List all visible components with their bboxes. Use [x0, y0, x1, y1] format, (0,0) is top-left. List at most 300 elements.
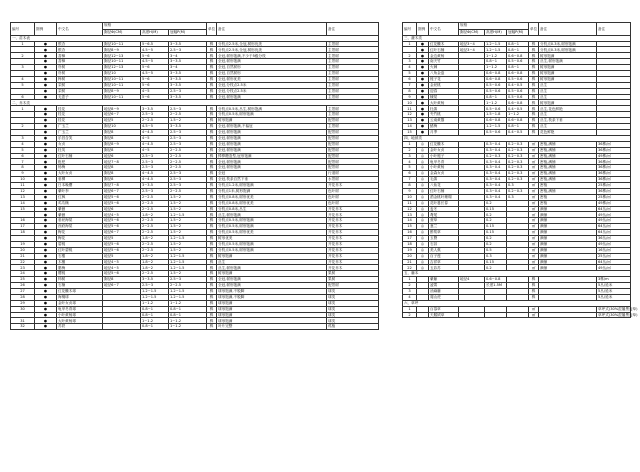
- cell-name: 大叶黄杨: [429, 100, 459, 106]
- cell-unit: ㎡: [529, 182, 539, 188]
- cell-crown: 2.5~3: [169, 88, 207, 94]
- cell-name: 麦冬: [429, 206, 459, 212]
- cell-crown: 0.5~0.6: [507, 94, 529, 100]
- plant-symbol-icon: ●: [417, 71, 429, 77]
- cell-unit: 株: [529, 112, 539, 118]
- cell-crown: 2.5~3: [169, 141, 207, 147]
- cell-height: 4~5: [141, 135, 169, 141]
- cell-name: 金叶女贞球: [57, 300, 103, 306]
- plant-symbol-icon: ●: [417, 88, 429, 94]
- cell-dbh: 胸径10~11: [103, 59, 141, 65]
- cell-height: 2~2.5: [141, 118, 169, 124]
- cell-unit: 株: [207, 324, 217, 330]
- cell-height: 0.2: [485, 212, 507, 218]
- cell-num: 2: [403, 147, 417, 153]
- cell-remarks: 果树: [327, 271, 379, 277]
- plant-symbol-icon: ●: [35, 147, 57, 153]
- cell-crown: 1.5~2: [169, 206, 207, 212]
- section-title: 二、乔木类: [11, 100, 379, 106]
- cell-notes: 分枝点0.8米,丛生: [217, 206, 327, 212]
- cell-name: 百慕草: [429, 306, 459, 312]
- cell-name: 八角金盘: [429, 71, 459, 77]
- cell-unit: 株: [529, 88, 539, 94]
- cell-height: 5~6: [141, 94, 169, 100]
- cell-num: 16: [11, 218, 35, 224]
- cell-name: 栀子花: [429, 76, 459, 82]
- cell-height: 0.6~0.8: [485, 71, 507, 77]
- cell-crown: 0.5~0.6: [507, 59, 529, 65]
- cell-notes: 满铺: [539, 212, 597, 218]
- cell-num: 2: [403, 312, 417, 318]
- cell-remarks: 36株/㎡: [597, 171, 631, 177]
- cell-unit: 株: [207, 306, 217, 312]
- cell-crown: 3~4: [169, 53, 207, 59]
- cell-height: 1.8~2: [141, 212, 169, 218]
- cell-notes: 全冠,枝条自然下垂: [217, 177, 327, 183]
- cell-unit: 株: [207, 247, 217, 253]
- plant-symbol-icon: ◎: [417, 141, 429, 147]
- cell-name: 红花檵木: [429, 41, 459, 47]
- cell-unit: 株: [207, 106, 217, 112]
- cell-name: 萱草: [429, 218, 459, 224]
- cell-unit: 株: [529, 100, 539, 106]
- cell-notes: 树形饱满: [217, 118, 327, 124]
- plant-symbol-icon: ●: [35, 159, 57, 165]
- cell-height: 0.2: [485, 235, 507, 241]
- cell-unit: 株: [529, 41, 539, 47]
- cell-remarks: 49株/㎡: [597, 153, 631, 159]
- cell-height: 4.5~5: [141, 59, 169, 65]
- plant-symbol-icon: ●: [35, 106, 57, 112]
- cell-name: 龟甲冬青: [429, 159, 459, 165]
- cell-remarks: 草坪式(30%混播黑麦草): [598, 312, 638, 317]
- cell-unit: ㎡: [529, 218, 539, 224]
- cell-height: 0.3~0.4: [485, 194, 507, 200]
- cell-crown: 1.5~2: [169, 230, 207, 236]
- cell-unit: 株: [207, 135, 217, 141]
- cell-name: 红枫: [57, 194, 103, 200]
- cell-unit: 株: [207, 76, 217, 82]
- plant-symbol-icon: ●: [35, 53, 57, 59]
- cell-unit: 株: [529, 76, 539, 82]
- cell-crown: 0.8~1: [507, 65, 529, 71]
- cell-notes: 全冠,分枝点2.5米: [217, 82, 327, 88]
- plant-symbol-icon: ●: [35, 306, 57, 312]
- plant-symbol-icon: ◎: [417, 177, 429, 183]
- cell-num: 11: [403, 200, 417, 206]
- cell-dbh: 地径5: [103, 235, 141, 241]
- cell-notes: 分枝点0.5米,树形优美: [217, 230, 327, 236]
- cell-num: 11: [11, 182, 35, 188]
- plant-symbol-icon: ●: [35, 235, 57, 241]
- header-dbh: 胸径Φ(CM): [459, 29, 485, 35]
- cell-name: 紫叶李: [57, 188, 103, 194]
- plant-symbol-icon: ●: [35, 65, 57, 71]
- cell-notes: 树形饱满: [217, 271, 327, 277]
- cell-notes: 密植,满铺: [539, 153, 597, 159]
- cell-notes: 丛生: [539, 112, 597, 118]
- cell-dbh: 地径4~5: [103, 212, 141, 218]
- cell-height: 0.8~1: [141, 306, 169, 312]
- cell-notes: 丛生: [539, 82, 597, 88]
- plant-symbol-icon: ◎: [417, 206, 429, 212]
- cell-name: 云南黄馨: [429, 118, 459, 124]
- cell-name: 夹竹桃: [429, 112, 459, 118]
- cell-crown: 1.5~2: [169, 200, 207, 206]
- cell-unit: 株: [207, 53, 217, 59]
- cell-height: 2~2.5: [141, 241, 169, 247]
- cell-notes: 树形优美: [217, 235, 327, 241]
- cell-remarks: 64丛/㎡: [597, 224, 631, 230]
- cell-crown: 3~3.5: [169, 76, 207, 82]
- cell-height: 1~1.2: [485, 53, 507, 59]
- cell-name: 鸡爪槭: [57, 200, 103, 206]
- cell-height: 1.2~1.5: [485, 47, 507, 53]
- cell-num: 3: [403, 153, 417, 159]
- cell-crown: 1.5~2: [169, 194, 207, 200]
- cell-height: 0.2~0.3: [485, 153, 507, 159]
- cell-name: 毛鹃: [429, 177, 459, 183]
- cell-notes: 全冠: [217, 171, 327, 177]
- cell-num: 1: [403, 306, 417, 312]
- cell-remarks: 主景树: [327, 94, 379, 100]
- cell-notes: 全冠,树形优美: [217, 76, 327, 82]
- cell-unit: ㎡: [529, 230, 539, 236]
- cell-name: 桂花: [57, 112, 103, 118]
- cell-notes: 分枝点0.8米,树形优美: [217, 200, 327, 206]
- cell-height: 0.2: [485, 200, 507, 206]
- cell-name: 迎春: [429, 88, 459, 94]
- cell-height: 2.5~3: [141, 188, 169, 194]
- cell-height: [485, 312, 507, 318]
- cell-crown: 0.6~0.8: [507, 71, 529, 77]
- cell-name: 杜鹃: [429, 106, 459, 112]
- cell-unit: 株: [207, 112, 217, 118]
- header-spec: 规格: [459, 23, 529, 30]
- cell-remarks: 49株/㎡: [597, 200, 631, 206]
- cell-dbh: 地径3~4: [459, 47, 485, 53]
- cell-unit: 株: [529, 277, 539, 283]
- cell-num: 28: [11, 294, 35, 300]
- cell-crown: 0.8~1: [169, 312, 207, 318]
- cell-remarks: 孤植: [327, 324, 379, 330]
- cell-unit: ㎡: [529, 247, 539, 253]
- cell-notes: 丛生: [217, 259, 327, 265]
- cell-crown: 0.2~0.3: [507, 188, 529, 194]
- cell-notes: 树形饱满: [217, 253, 327, 259]
- plant-symbol-icon: ●: [35, 312, 57, 318]
- cell-notes: 满铺: [539, 224, 597, 230]
- cell-unit: 株: [207, 188, 217, 194]
- cell-name: 红叶石楠: [57, 153, 103, 159]
- cell-remarks: 主景树: [327, 82, 379, 88]
- cell-remarks: 配景树: [327, 129, 379, 135]
- cell-remarks: 49丛/㎡: [597, 212, 631, 218]
- cell-name: 金叶女贞: [429, 147, 459, 153]
- cell-crown: 2~2.5: [169, 159, 207, 165]
- cell-unit: 株: [529, 53, 539, 59]
- header-unit: 单位: [207, 23, 217, 36]
- cell-dbh: 地径5~6: [103, 194, 141, 200]
- cell-notes: 丛生,枝条下垂: [539, 118, 597, 124]
- cell-name: 垂丝海棠: [57, 218, 103, 224]
- header-name: 中文名: [57, 23, 103, 36]
- cell-unit: 株: [207, 218, 217, 224]
- header-spec: 规格: [103, 23, 207, 30]
- cell-notes: 全冠,自然树形: [217, 65, 327, 71]
- cell-crown: 2~2.5: [169, 153, 207, 159]
- cell-crown: 1.2~1.5: [169, 212, 207, 218]
- cell-name: 金森女贞: [429, 171, 459, 177]
- cell-unit: 株: [529, 65, 539, 71]
- cell-crown: 2~2.5: [169, 147, 207, 153]
- cell-name: 日本晚樱: [57, 182, 103, 188]
- cell-remarks: 开花乔木: [327, 241, 379, 247]
- cell-crown: 0.2~0.3: [507, 171, 529, 177]
- right-table-body: [403, 23, 638, 318]
- section-title: 四、地被类: [403, 135, 631, 141]
- cell-crown: 1.5~2: [169, 224, 207, 230]
- cell-unit: 株: [529, 94, 539, 100]
- cell-height: 0.6~0.8: [485, 76, 507, 82]
- cell-dbh: 地径4~5: [103, 265, 141, 271]
- cell-unit: 株: [207, 59, 217, 65]
- plant-symbol-icon: ●: [35, 59, 57, 65]
- cell-name: 蜡梅: [429, 124, 459, 130]
- header-remarks: 备注: [327, 23, 379, 36]
- cell-height: 2~2.5: [141, 194, 169, 200]
- cell-dbh: 胸径8~9: [103, 88, 141, 94]
- cell-height: 3~3.5: [141, 182, 169, 188]
- plant-symbol-icon: ●: [417, 118, 429, 124]
- plant-symbol-icon: ◎: [417, 153, 429, 159]
- cell-notes: 球形饱满: [217, 306, 327, 312]
- cell-remarks: 配景树: [327, 118, 379, 124]
- header-legend: 图例: [417, 23, 429, 36]
- plant-symbol-icon: ●: [417, 41, 429, 47]
- cell-notes: 全冠,树形饱满: [217, 141, 327, 147]
- cell-num: 26: [11, 283, 35, 289]
- cell-remarks: 配景树: [327, 153, 379, 159]
- cell-remarks: 水景树: [327, 177, 379, 183]
- cell-num: 5: [11, 147, 35, 153]
- cell-unit: ㎡: [529, 141, 539, 147]
- cell-unit: ㎡: [529, 306, 539, 312]
- cell-num: 6: [11, 153, 35, 159]
- cell-name: 洒金桃叶珊瑚: [429, 194, 459, 200]
- cell-num: 10: [11, 177, 35, 183]
- cell-remarks: 25株/㎡: [597, 194, 631, 200]
- cell-name: 枇杷: [57, 159, 103, 165]
- plant-symbol-icon: ●: [35, 188, 57, 194]
- plant-symbol-icon: ●: [417, 59, 429, 65]
- cell-unit: ㎡: [529, 235, 539, 241]
- cell-num: 5: [403, 165, 417, 171]
- cell-name: 杨梅: [57, 165, 103, 171]
- cell-num: 22: [403, 265, 417, 271]
- cell-notes: 全冠,树形饱满,不少于5级分枝: [217, 53, 327, 59]
- cell-remarks: 64丛/㎡: [597, 259, 631, 265]
- table-row: [403, 312, 631, 318]
- cell-remarks: 配景树: [327, 283, 379, 289]
- cell-remarks: 49丛/㎡: [597, 218, 631, 224]
- cell-unit: ㎡: [529, 153, 539, 159]
- plant-symbol-icon: ●: [35, 224, 57, 230]
- cell-name: 金边黄杨: [429, 53, 459, 59]
- cell-remarks: 配景树: [327, 147, 379, 153]
- cell-unit: 株: [207, 47, 217, 53]
- plant-symbol-icon: ◎: [417, 165, 429, 171]
- cell-dbh: 胸径8: [103, 147, 141, 153]
- plant-symbol-icon: ●: [35, 47, 57, 53]
- cell-remarks: 开花乔木: [327, 212, 379, 218]
- cell-remarks: 36株/㎡: [597, 188, 631, 194]
- cell-height: 1.2~1.5: [141, 294, 169, 300]
- cell-remarks: 主景树: [327, 124, 379, 130]
- cell-height: 0.3~0.4: [485, 171, 507, 177]
- section-title: 一、苗木表: [11, 35, 379, 41]
- cell-height: 0.5~0.6: [485, 106, 507, 112]
- cell-height: 5~6: [141, 76, 169, 82]
- cell-num: 9: [403, 188, 417, 194]
- cell-notes: [539, 312, 597, 318]
- cell-unit: 株: [529, 294, 539, 300]
- plant-symbol-icon: ●: [35, 88, 57, 94]
- cell-dbh: 胸径8: [103, 277, 141, 283]
- plant-symbol-icon: ◎: [417, 253, 429, 259]
- cell-notes: 丛生,树形饱满: [217, 212, 327, 218]
- cell-crown: 1.5~2: [169, 218, 207, 224]
- header-legend: 图例: [35, 23, 57, 36]
- cell-name: 石榴: [57, 253, 103, 259]
- cell-crown: 3~3.5: [169, 59, 207, 65]
- cell-num: 15: [403, 129, 417, 135]
- cell-name: 花叶蔓长春: [429, 200, 459, 206]
- plant-symbol-icon: ●: [35, 141, 57, 147]
- cell-name: 酢浆草: [429, 230, 459, 236]
- cell-num: 7: [403, 82, 417, 88]
- cell-name: 樱桃: [57, 271, 103, 277]
- cell-crown: 1.5~2: [169, 271, 207, 277]
- cell-height: 1.2~1.5: [141, 288, 169, 294]
- cell-unit: 株: [207, 65, 217, 71]
- header-height: 高度H(M): [141, 29, 169, 35]
- cell-height: 4.5~5: [141, 124, 169, 130]
- cell-height: 1.2~1.5: [485, 41, 507, 47]
- plant-symbol-icon: ●: [417, 106, 429, 112]
- cell-notes: 满铺: [539, 265, 597, 271]
- cell-remarks: 36株/㎡: [597, 165, 631, 171]
- header-crown: 冠幅P(M): [169, 29, 207, 35]
- cell-num: 24: [11, 271, 35, 277]
- plant-symbol-icon: ◎: [417, 247, 429, 253]
- cell-dbh: 胸径8: [103, 129, 141, 135]
- cell-notes: 全冠,树形饱满: [217, 283, 327, 289]
- cell-dbh: 胸径10~11: [103, 94, 141, 100]
- plant-symbol-icon: ●: [35, 212, 57, 218]
- cell-name: 红叶石楠: [429, 188, 459, 194]
- cell-notes: 棒棒糖造型,冠形饱满: [217, 153, 327, 159]
- header-remarks: 备注: [597, 23, 631, 36]
- cell-height: 0.3~0.4: [485, 177, 507, 183]
- cell-height: 0.3~0.4: [485, 165, 507, 171]
- cell-dbh: 地径5~6: [103, 247, 141, 253]
- cell-name: 栾树: [57, 88, 103, 94]
- cell-dbh: 地径6~7: [103, 283, 141, 289]
- cell-notes: 满铺: [539, 206, 597, 212]
- cell-num: 13: [403, 118, 417, 124]
- plant-symbol-icon: ◎: [417, 188, 429, 194]
- cell-height: 4~4.5: [141, 171, 169, 177]
- plant-symbol-icon: ●: [35, 206, 57, 212]
- cell-name: 小叶黄杨: [429, 165, 459, 171]
- cell-dbh: 地径5~6: [103, 241, 141, 247]
- cell-crown: 2.5~3: [169, 106, 207, 112]
- cell-num: 30: [11, 306, 35, 312]
- cell-crown: 2.5~3: [169, 47, 207, 53]
- cell-notes: 分枝点0.3米,树形饱满: [539, 41, 597, 47]
- plant-table-left: [10, 22, 379, 330]
- cell-notes: 全冠,树形饱满: [217, 59, 327, 65]
- cell-unit: 株: [529, 59, 539, 65]
- cell-remarks: 开花乔木: [327, 218, 379, 224]
- cell-name: 凌霄: [429, 283, 459, 289]
- plant-symbol-icon: ●: [35, 288, 57, 294]
- cell-notes: 满铺: [539, 259, 597, 265]
- cell-height: 4.5~5: [141, 47, 169, 53]
- plant-symbol-icon: ●: [35, 300, 57, 306]
- cell-height: 0.2: [485, 265, 507, 271]
- plant-symbol-icon: ◎: [417, 235, 429, 241]
- cell-crown: 2~2.5: [169, 165, 207, 171]
- cell-crown: 2.5~3: [169, 129, 207, 135]
- plant-symbol-icon: ◎: [417, 241, 429, 247]
- cell-unit: ㎡: [529, 165, 539, 171]
- cell-notes: 满铺: [539, 218, 597, 224]
- cell-remarks: 配景树: [327, 165, 379, 171]
- cell-remarks: 开花乔木: [327, 224, 379, 230]
- cell-remarks: 球类: [327, 318, 379, 324]
- cell-remarks: 主景树: [327, 53, 379, 59]
- cell-unit: 株: [207, 88, 217, 94]
- cell-height: 1.8~2: [141, 259, 169, 265]
- cell-dbh: 地径5~6: [103, 200, 141, 206]
- cell-dbh: 地径6: [103, 206, 141, 212]
- cell-name: 小叶黄杨球: [57, 312, 103, 318]
- cell-name: 紫藤: [429, 277, 459, 283]
- cell-name: 垂柳: [57, 177, 103, 183]
- cell-notes: 密植,满铺: [539, 159, 597, 165]
- cell-num: 23: [11, 265, 35, 271]
- cell-crown: 1~1.2: [169, 318, 207, 324]
- cell-unit: ㎡: [529, 194, 539, 200]
- cell-num: 21: [11, 253, 35, 259]
- cell-height: 0.5~0.6: [485, 82, 507, 88]
- cell-num: 3: [403, 59, 417, 65]
- cell-crown: 0.2~0.3: [507, 177, 529, 183]
- cell-dbh: 胸径8: [103, 171, 141, 177]
- cell-remarks: 色叶树: [327, 188, 379, 194]
- plant-symbol-icon: ●: [417, 76, 429, 82]
- cell-dbh: 地径8~9: [103, 106, 141, 112]
- cell-notes: 分枝点0.5米,丛生,树形饱满: [217, 106, 327, 112]
- plant-symbol-icon: ●: [417, 53, 429, 59]
- cell-name: 小叶栀子: [429, 153, 459, 159]
- cell-num: 32: [11, 324, 35, 330]
- cell-num: 7: [403, 177, 417, 183]
- cell-height: 2.5~3: [141, 159, 169, 165]
- cell-unit: ㎡: [529, 200, 539, 206]
